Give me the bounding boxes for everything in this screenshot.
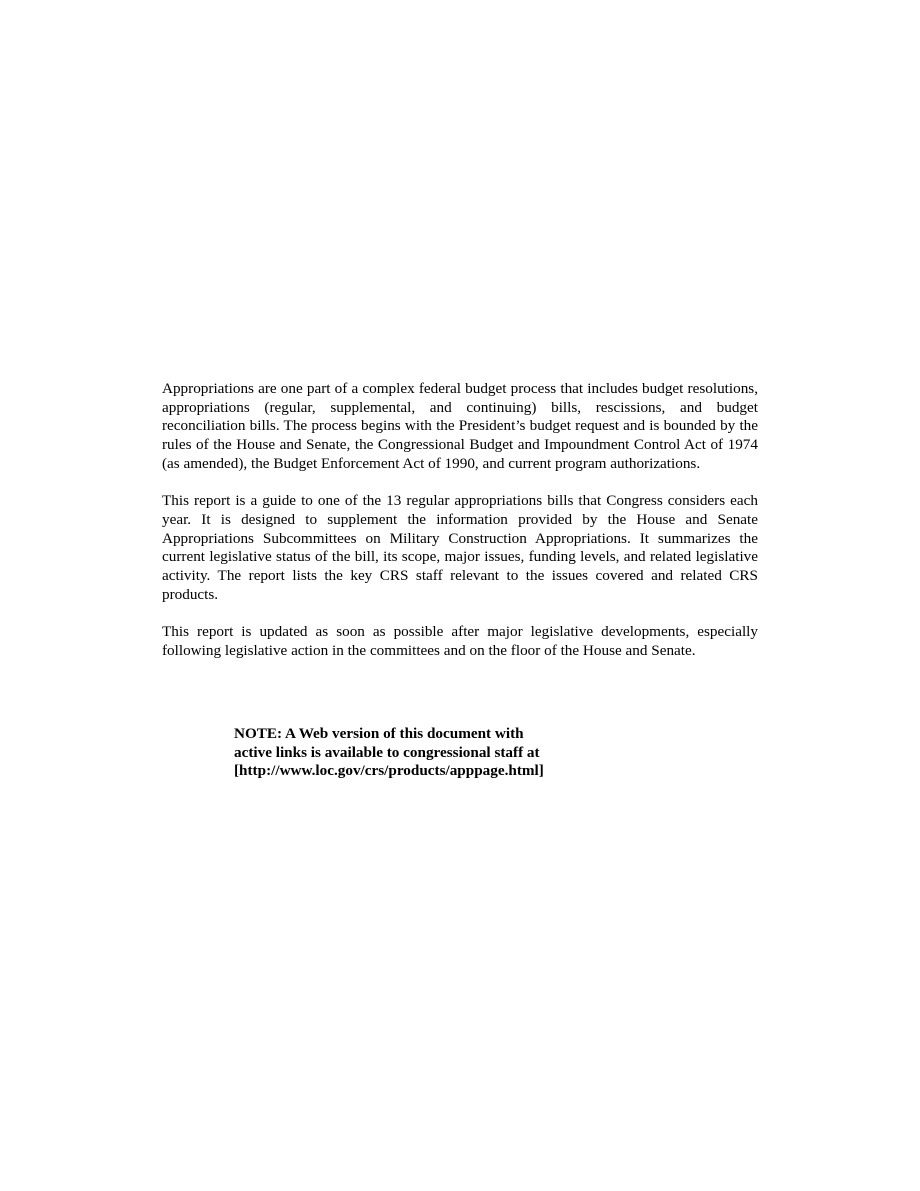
web-version-note [234,725,654,781]
paragraph-budget-process: Appropriations are one part of a complex federal budget process that includes budget resolutions, appropriations (regular, supplemental, and continuing) bills, rescissions, and budget reconciliation bills. The process begins with the President’s budget request and is bounded by the rules of the House and Senate, the Congressional Budget and Impoundment Control Act of 1974 (as amended), the Budget Enforcement Act of 1990, and current program authorizations. [162,380,758,472]
note-line: NOTE: A Web version of this document with [234,725,524,742]
body-text [162,380,758,679]
paragraph-update-note: This report is updated as soon as possible after major legislative developments, especially following legislative action in the committees and on the floor of the House and Senate. [162,623,758,659]
paragraph-report-guide: This report is a guide to one of the 13 regular appropriations bills that Congress considers each year. It is designed to supplement the information provided by the House and Senate Appropriations Subcommittees on Military Construction Appropriations. It summarizes the current legislative status of the bill, its scope, major issues, funding levels, and related legislative activity. The report lists the key CRS staff relevant to the issues covered and related CRS products. [162,492,758,603]
note-line: active links is available to congressional staff at [234,743,540,761]
note-link-line: [http://www.loc.gov/crs/products/apppage.html] [234,762,544,780]
